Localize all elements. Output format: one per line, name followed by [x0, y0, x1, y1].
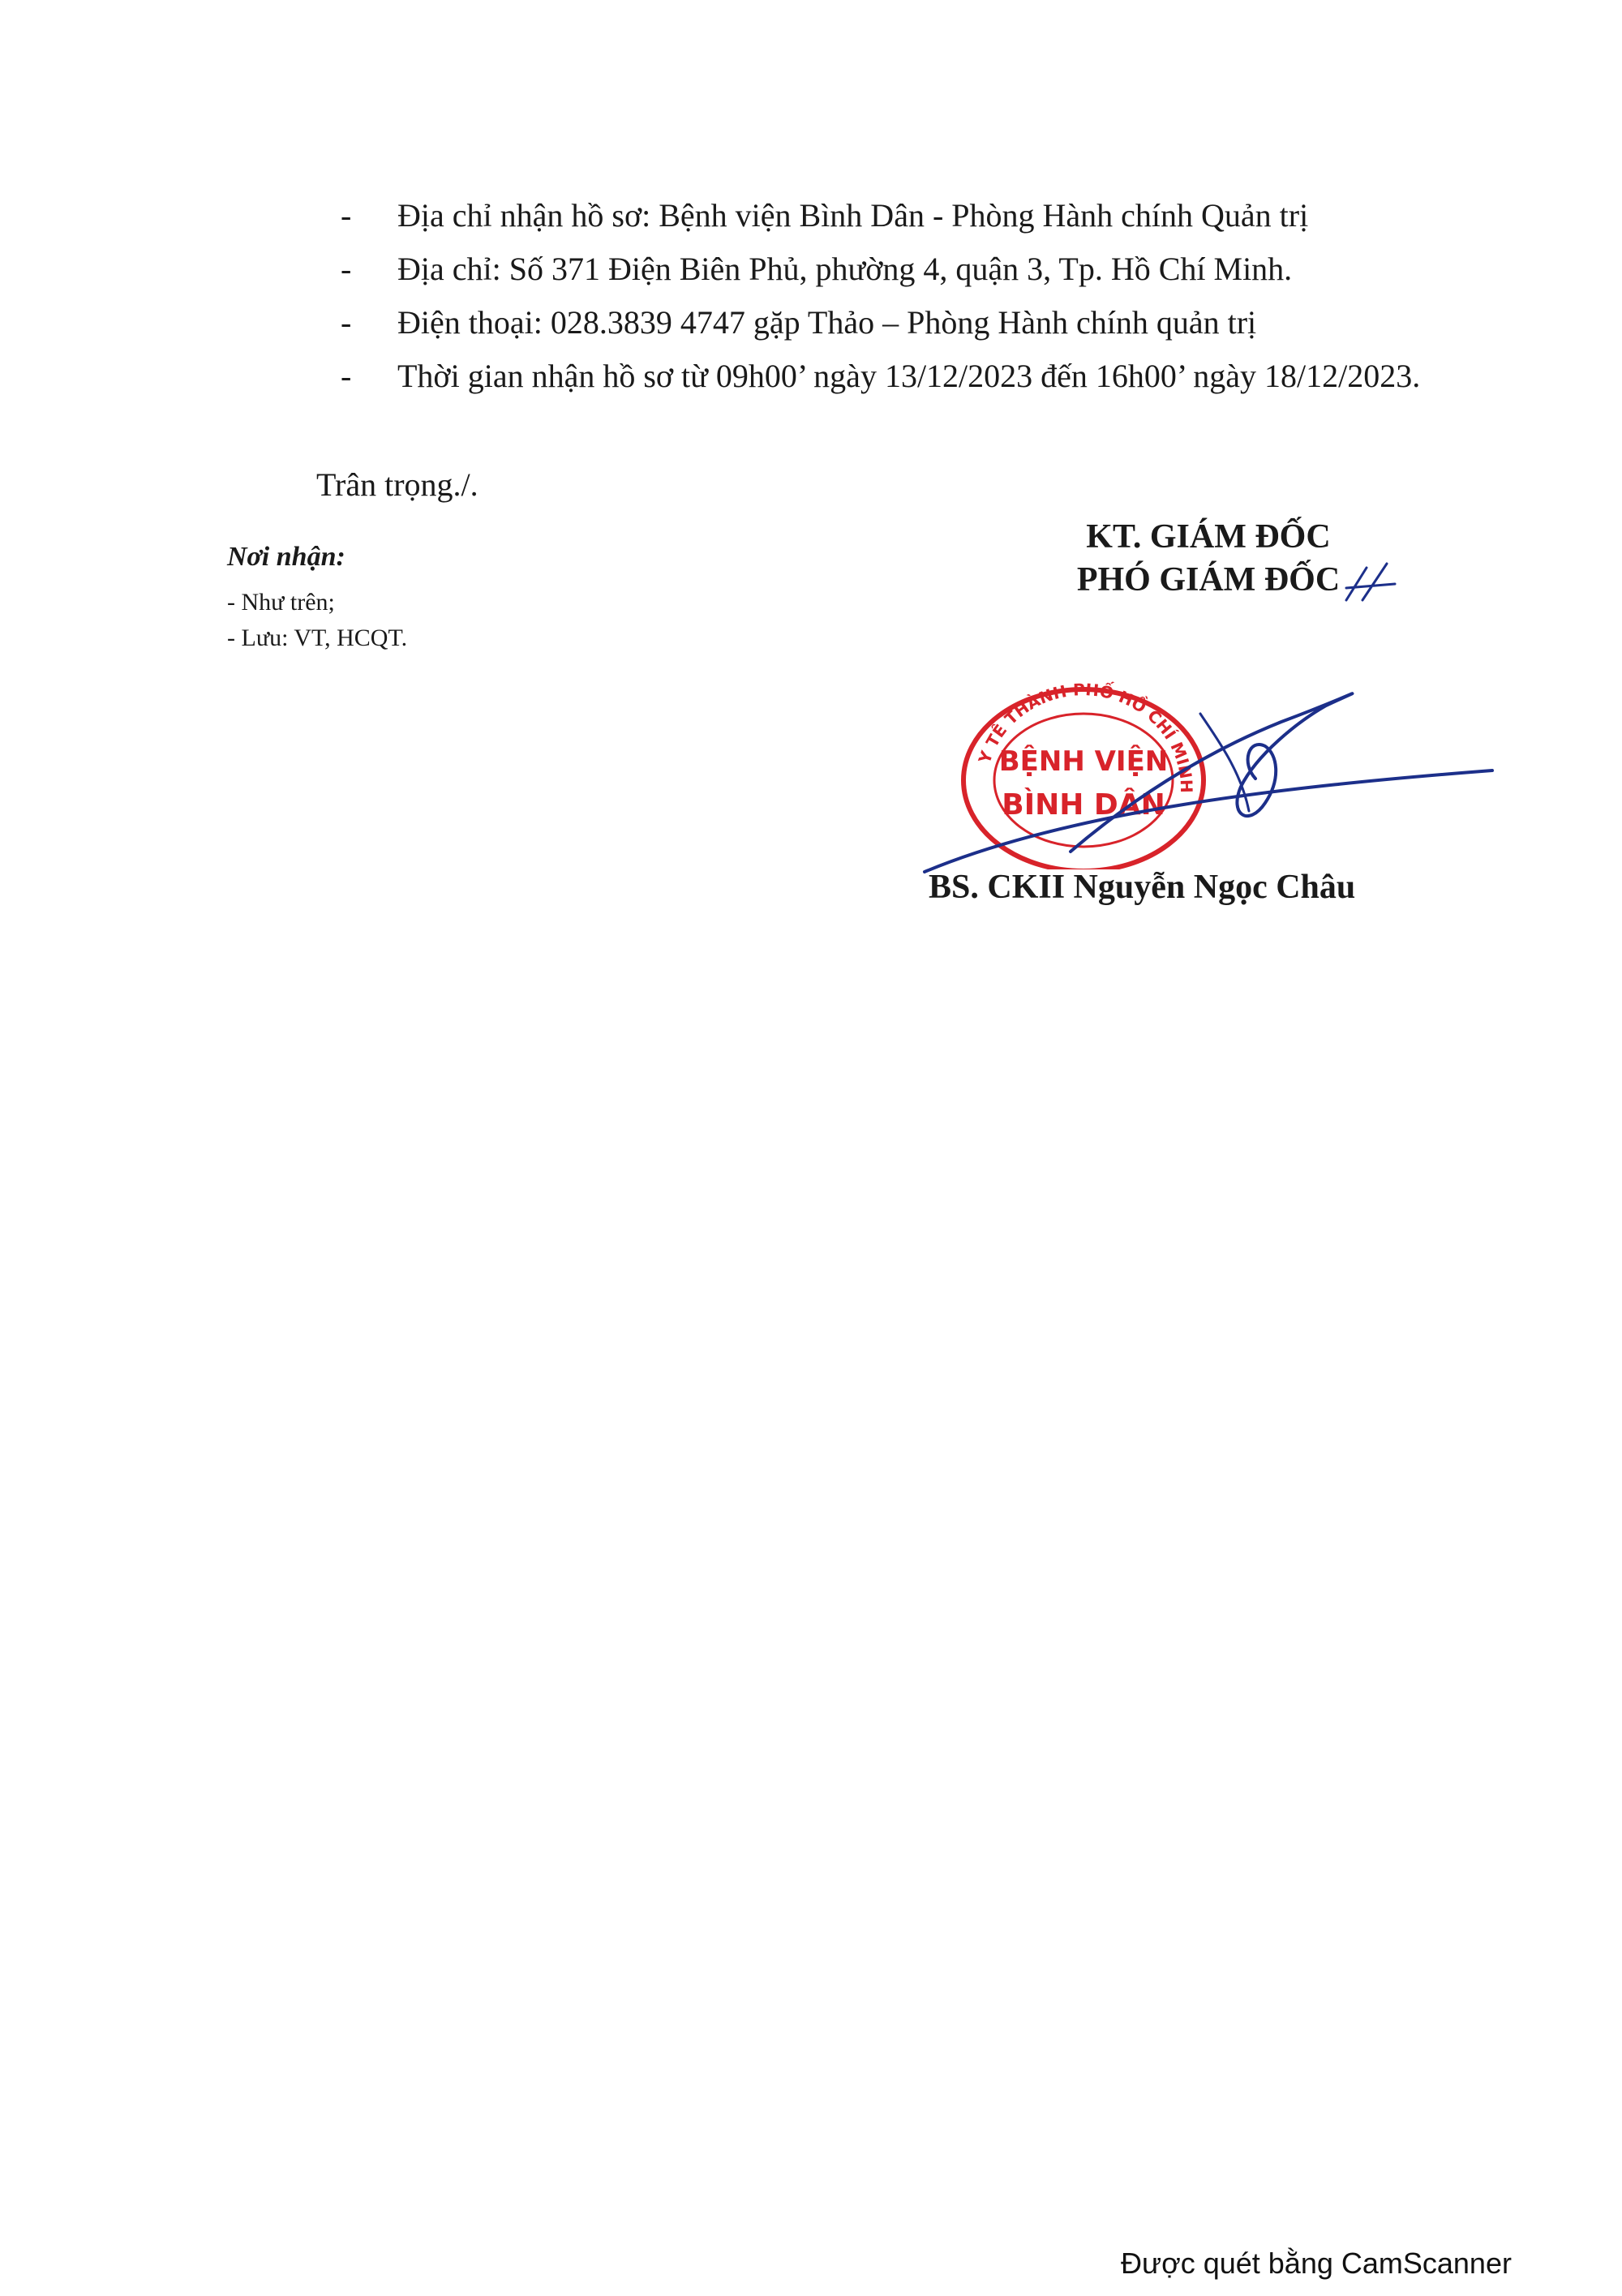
- scanner-watermark: Được quét bằng CamScanner: [1121, 2247, 1512, 2280]
- bullet-text: Điện thoại: 028.3839 4747 gặp Thảo – Phòng Hành chính quản trị: [397, 304, 1257, 341]
- stamp-ring-text: Y TẾ THÀNH PHỐ HỒ CHÍ MINH: [974, 680, 1197, 794]
- bullet-time: [341, 355, 1492, 397]
- recipients-section: [227, 537, 407, 655]
- closing-text: Trân trọng./.: [316, 466, 478, 503]
- stamp-line1: BỆNH VIỆN: [998, 745, 1169, 778]
- stamp-line2: BÌNH DÂN: [1002, 788, 1165, 822]
- signature-title-line1: KT. GIÁM ĐỐC: [1086, 518, 1331, 556]
- bullet-list: [341, 195, 1492, 409]
- bullet-dash: -: [341, 197, 352, 234]
- recipients-heading: Nơi nhận:: [227, 542, 345, 572]
- signature-title-line2: PHÓ GIÁM ĐỐC: [1076, 560, 1341, 599]
- handwritten-signature-icon: [860, 665, 1508, 876]
- bullet-address: [341, 248, 1492, 290]
- bullet-text: Địa chỉ nhận hồ sơ: Bệnh viện Bình Dân - Phòng Hành chính Quản trị: [397, 197, 1309, 234]
- bullet-address-receive: [341, 195, 1492, 237]
- bullet-phone: [341, 302, 1492, 344]
- signer-name: BS. CKII Nguyễn Ngọc Châu: [929, 869, 1356, 906]
- bullet-dash: -: [341, 304, 352, 341]
- recipient-item: - Lưu: VT, HCQT.: [227, 624, 408, 651]
- bullet-text: Địa chỉ: Số 371 Điện Biên Phủ, phường 4, quận 3, Tp. Hồ Chí Minh.: [397, 251, 1293, 287]
- bullet-dash: -: [341, 358, 352, 394]
- initial-mark-icon: [1342, 560, 1399, 608]
- recipient-item: - Như trên;: [227, 589, 335, 616]
- bullet-dash: -: [341, 251, 352, 287]
- bullet-text: Thời gian nhận hồ sơ từ 09h00’ ngày 13/12/2023 đến 16h00’ ngày 18/12/2023.: [397, 358, 1421, 394]
